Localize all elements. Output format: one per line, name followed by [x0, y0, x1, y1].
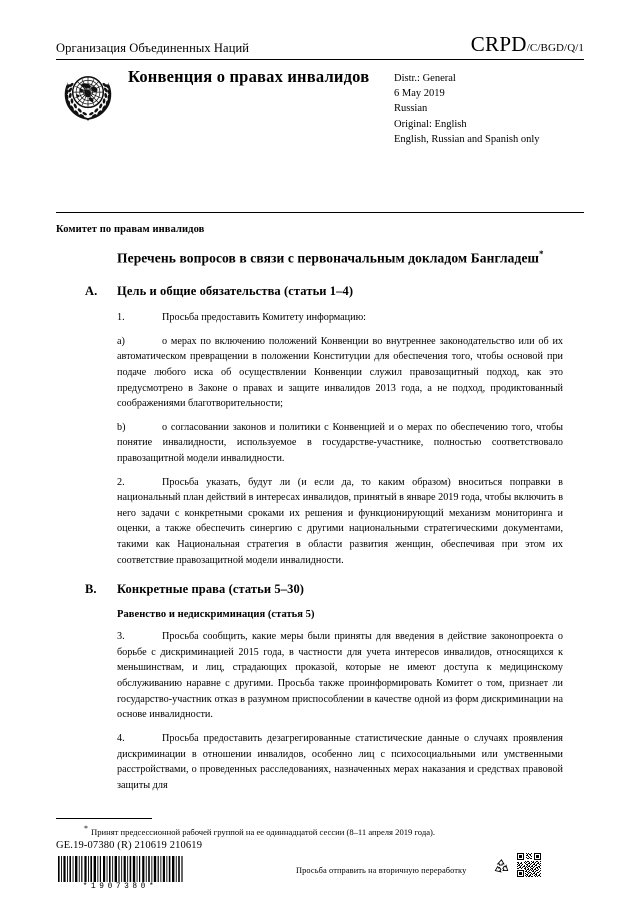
distribution-languages-only: English, Russian and Spanish only	[394, 133, 540, 145]
convention-title: Конвенция о правах инвалидов	[128, 67, 370, 86]
distribution-date: 6 May 2019	[394, 88, 445, 100]
paragraph-number-1: 1.	[117, 312, 125, 324]
paragraph-1b	[117, 420, 563, 467]
page-title-text: Перечень вопросов в связи с первоначальным докладом Бангладеш	[117, 250, 540, 266]
footnote-mark: *	[84, 824, 88, 833]
paragraph-1	[117, 310, 563, 326]
document-code: GE.19-07380 (R) 210619 210619	[56, 840, 203, 851]
paragraph-label-1a: a)	[117, 335, 125, 347]
distribution-info	[394, 71, 584, 147]
section-heading-b	[56, 582, 576, 597]
footnote	[84, 824, 554, 838]
barcode-icon	[56, 856, 184, 882]
qr-code	[516, 852, 542, 878]
paragraph-text-3: Просьба сообщить, какие меры были приняты для введения в действие законопроекта о борьбе с дискриминацией 2015 года, в частности для учета интересов инвалидов, относящихся к меньшинствам, и лиц, страдающих проказой, которые не имеют доступа к медицинскому обслуживанию наравне с другими. Просьба также проинформировать Комитет о том, признает ли государство-участник отказ в разумном приспособлении в качестве одной из форм дискриминации на основе инвалидности.	[117, 631, 563, 721]
page-title	[117, 248, 563, 268]
section-heading-a	[56, 284, 576, 299]
recycle-icon	[492, 857, 511, 876]
paragraph-text-4: Просьба предоставить дезагрегированные статистические данные о случаях проявления дискриминации в отношении инвалидов, особенно лиц с психосоциальными или умственными расстройствами, о проведенных расследованиях, назначенных мерах наказания и средствах правовой защиты для	[117, 732, 563, 791]
title-block	[56, 66, 584, 147]
barcode-number: *1907380*	[82, 883, 158, 891]
committee-name: Комитет по правам инвалидов	[56, 224, 205, 235]
subsection-heading-equality: Равенство и недискриминация (статья 5)	[117, 609, 315, 621]
paragraph-text-1b: о согласовании законов и политики с Конвенцией и о мерах по обеспечению того, чтобы понятие инвалидности, используемое в государстве-участнике, полностью соответствовало правозащитной модели инвалидности.	[117, 421, 563, 464]
section-title-b: Конкретные права (статьи 5–30)	[117, 582, 305, 597]
footnote-text: Принят предсессионной рабочей группой на ее одиннадцатой сессии (8–11 апреля 2019 года).	[91, 826, 436, 837]
section-divider-rule	[56, 212, 584, 213]
organization-name: Организация Объединенных Наций	[56, 40, 250, 55]
distribution-language: Russian	[394, 103, 428, 115]
paragraph-number-4: 4.	[117, 732, 125, 744]
footnote-separator	[56, 818, 152, 819]
paragraph-text-1a: о мерах по включению положений Конвенции во внутреннее законодательство или об их автоматическом превращении в положении Конституции для обеспечения того, чтобы основой при подаче любого иска об осуществлении Конвенции служил правозащитный подход, как это предусмотрено в Законе о правах и защите инвалидов 2013 года, а не подход, продиктованный соображениями благотворительности;	[117, 335, 563, 410]
document-symbol	[471, 34, 584, 56]
paragraph-label-1b: b)	[117, 421, 126, 433]
distribution-line: Distr.: General	[394, 73, 456, 84]
section-letter-a: A.	[85, 284, 98, 299]
document-symbol-suffix: /C/BGD/Q/1	[526, 42, 584, 54]
paragraph-2	[117, 475, 563, 569]
masthead-rule	[56, 59, 584, 60]
paragraph-text-2: Просьба указать, будут ли (и если да, то каким образом) вноситься поправки в национальный план действий в интересах инвалидов, принятый в январе 2019 года, чтобы включить в него задачи с конкретными сроками их решения и функционирующий механизм мониторинга и оценки, а также обеспечить синергию с другими национальными стратегическими документами, такими как Национальная стратегия в области развития женщин, обеспечивая при этом их соответствие правозащитной модели инвалидности.	[117, 476, 563, 566]
paragraph-number-3: 3.	[117, 631, 125, 643]
paragraph-1a	[117, 334, 563, 412]
paragraph-number-2: 2.	[117, 476, 125, 488]
title-footnote-mark: *	[539, 249, 544, 259]
distribution-original: Original: English	[394, 118, 467, 130]
paragraph-4	[117, 731, 563, 793]
section-letter-b: B.	[85, 582, 97, 597]
paragraph-3	[117, 629, 563, 723]
document-symbol-main: CRPD	[470, 32, 527, 56]
paragraph-text-1: Просьба предоставить Комитету информацию:	[162, 312, 367, 324]
un-emblem	[60, 70, 116, 122]
masthead	[56, 34, 584, 60]
document-body	[56, 248, 576, 801]
recycle-note: Просьба отправить на вторичную переработку	[296, 866, 467, 875]
barcode-block	[56, 856, 184, 891]
section-title-a: Цель и общие обязательства (статьи 1–4)	[117, 284, 354, 299]
